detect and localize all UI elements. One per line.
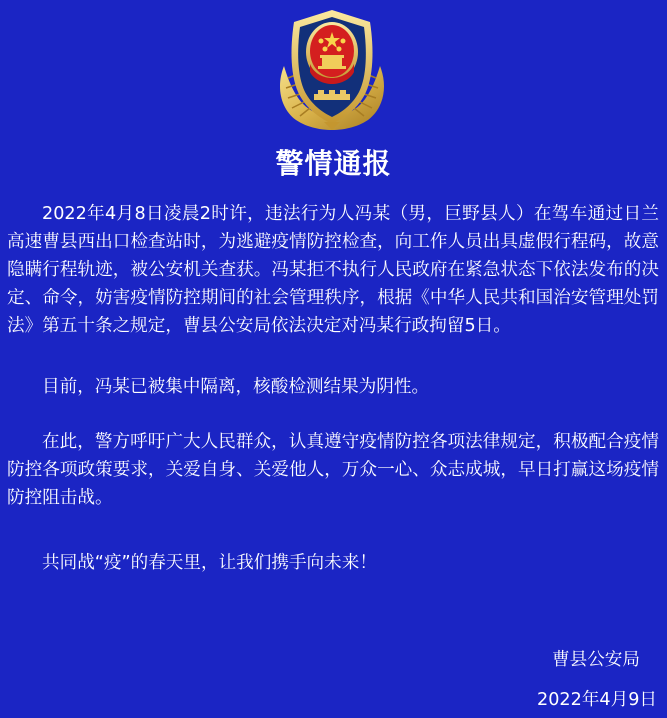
issue-date: 2022年4月9日 [537, 690, 657, 710]
paragraph-incident: 2022年4月8日凌晨2时许，违法行为人冯某（男，巨野县人）在驾车通过日兰高速曹县西出口检查站时，为逃避疫情防控检查，向工作人员出具虚假行程码，故意隐瞒行程轨迹，被公安机关查获。冯某拒不执行人民政府在紧急状态下依法发布的决定、命令，妨害疫情防控期间的社会管理秩序，根据《中华人民共和国治安管理处罚法》第五十条之规定，曹县公安局依法决定对冯某行政拘留5日。 [7, 204, 659, 336]
paragraph-appeal: 在此，警方呼吁广大人民群众，认真遵守疫情防控各项法律规定，积极配合疫情防控各项政策要求，关爱自身、关爱他人，万众一心、众志成城，早日打赢这场疫情防控阻击战。 [7, 432, 659, 508]
issuer-signature: 曹县公安局 [552, 650, 640, 670]
police-badge-icon [274, 8, 390, 132]
paragraph-status: 目前，冯某已被集中隔离，核酸检测结果为阴性。 [42, 377, 430, 397]
page-title: 警情通报 [275, 147, 392, 180]
paragraph-closing: 共同战“疫”的春天里，让我们携手向未来！ [42, 553, 377, 573]
